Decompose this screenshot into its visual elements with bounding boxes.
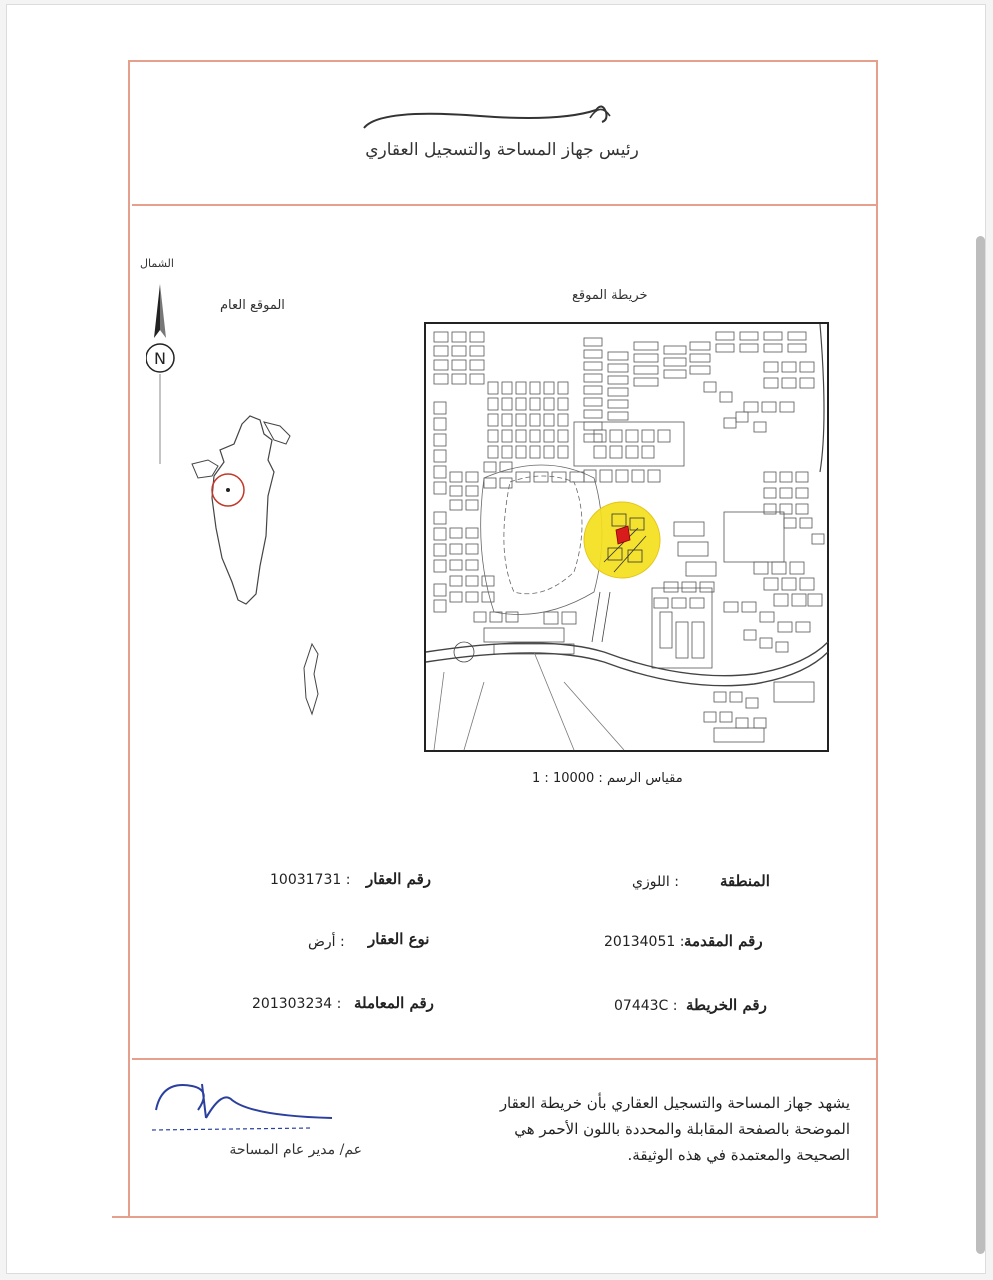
border-bottom <box>112 1216 878 1218</box>
certification-text: يشهد جهاز المساحة والتسجيل العقاري بأن خريطة العقار الموضحة بالصفحة المقابلة والمحددة باللون الأحمر هي الصحيحة والمعتمدة في هذه الوثيقة. <box>499 1094 850 1164</box>
signatory-title: عم/ مدير عام المساحة <box>229 1142 362 1158</box>
document <box>112 54 884 1224</box>
signature-bottom <box>142 1070 342 1140</box>
map-scale: مقياس الرسم : 10000 : 1 <box>532 771 683 786</box>
signature-top <box>360 98 620 142</box>
authority-title: رئيس جهاز المساحة والتسجيل العقاري <box>365 140 639 160</box>
transaction-no-label: رقم المعاملة <box>354 994 434 1012</box>
property-no-value: : 10031731 <box>270 872 351 888</box>
north-label: الشمال <box>140 257 174 270</box>
transaction-no-value: : 201303234 <box>252 996 342 1012</box>
area-label: المنطقة <box>720 872 770 890</box>
divider-header <box>132 204 876 206</box>
site-map-title: خريطة الموقع <box>572 288 648 303</box>
border-left <box>128 60 130 1218</box>
divider-footer <box>132 1058 876 1060</box>
general-location-title: الموقع العام <box>220 298 285 313</box>
property-type-value: : أرض <box>308 934 345 950</box>
property-type-label: نوع العقار <box>368 930 430 948</box>
application-no-label: رقم المقدمة <box>684 932 763 950</box>
scrollbar[interactable] <box>976 236 985 1254</box>
application-no-value: : 20134051 <box>604 934 685 950</box>
site-map <box>424 322 829 752</box>
north-letter: N <box>154 349 166 368</box>
map-no-label: رقم الخريطة <box>686 996 767 1014</box>
general-location-map <box>172 404 322 724</box>
map-no-value: : 07443C <box>614 998 678 1014</box>
border-right <box>876 60 878 1218</box>
property-no-label: رقم العقار <box>366 870 431 888</box>
area-value: : اللوزي <box>632 874 679 890</box>
border-top <box>128 60 878 62</box>
